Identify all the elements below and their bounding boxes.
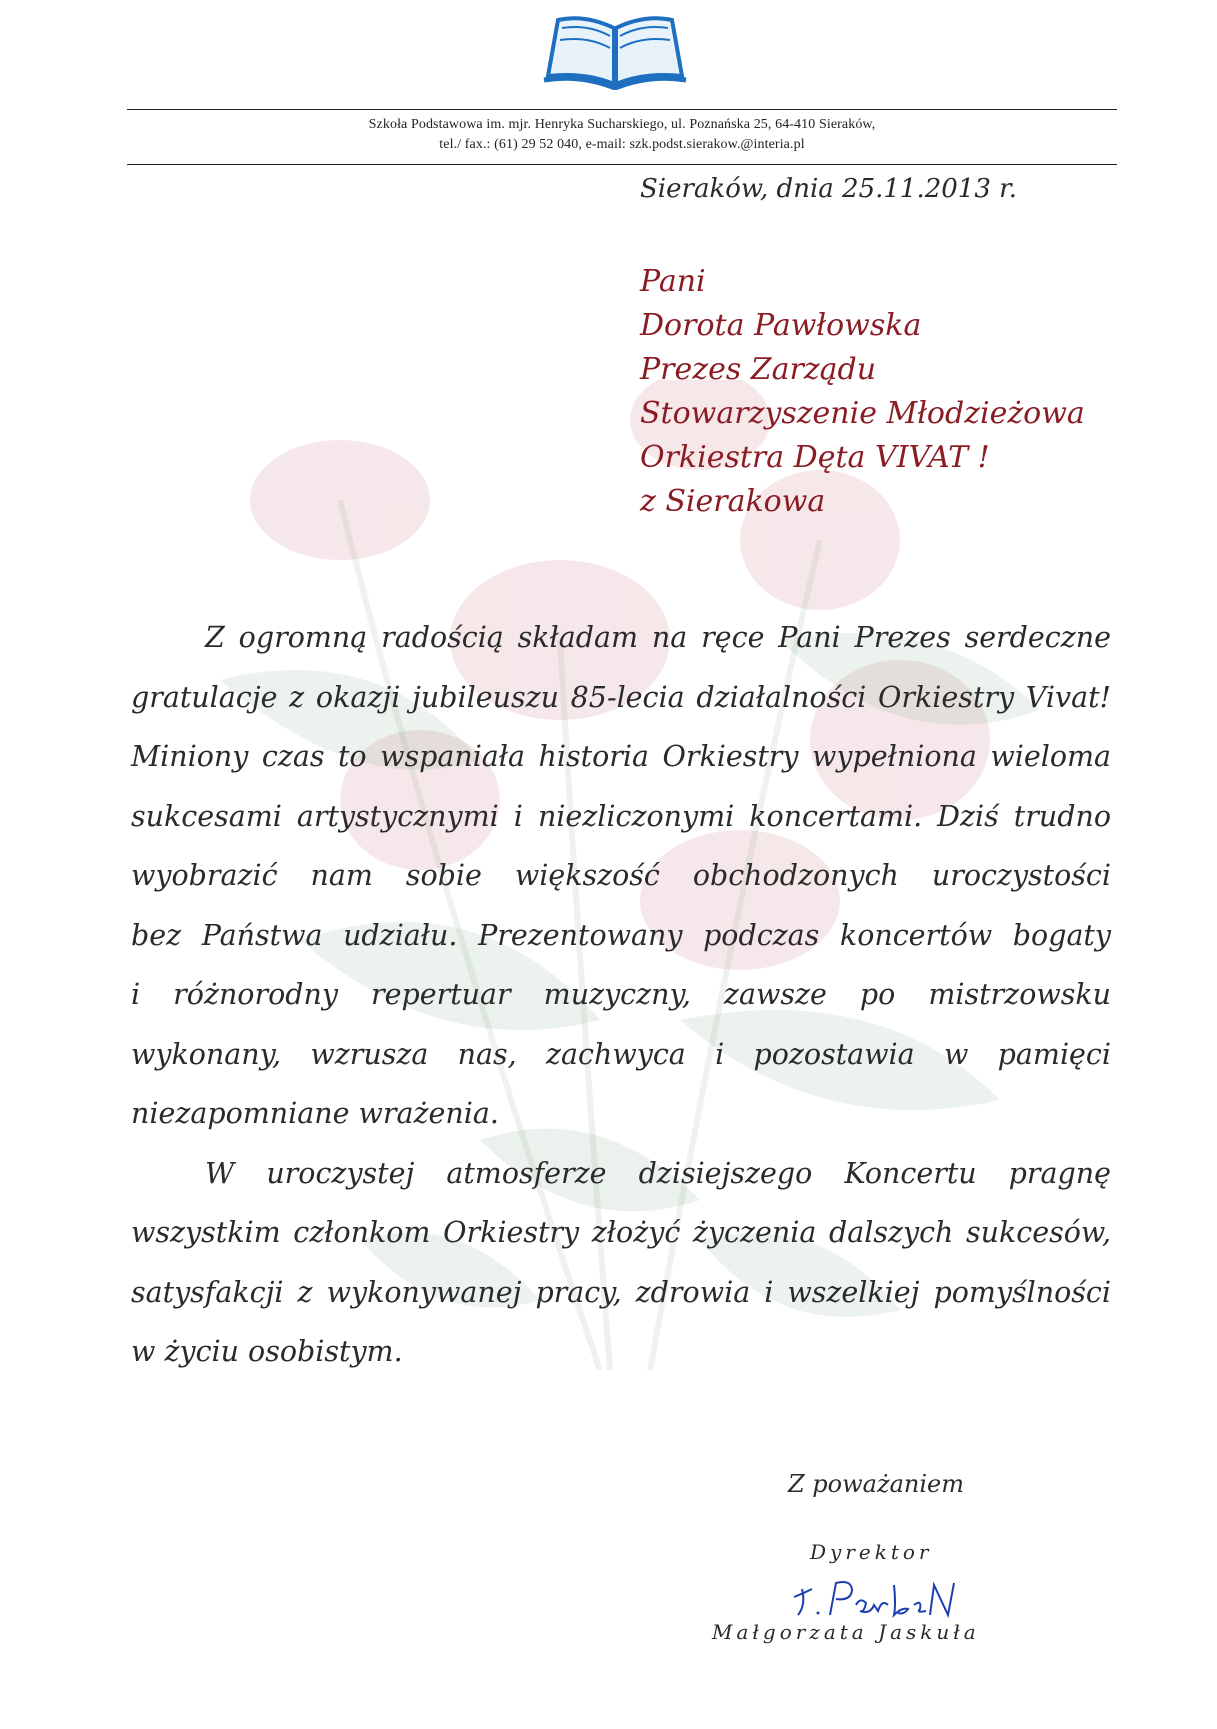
body-line: satysfakcji z wykonywanej pracy, zdrowia i wszelkiej pomyślności [131,1275,1111,1309]
addressee-line: Dorota Pawłowska [640,308,922,343]
addressee-line: z Sierakowa [640,484,826,519]
school-address: Szkoła Podstawowa im. mjr. Henryka Sucharskiego, ul. Poznańska 25, 64-410 Sieraków, [368,117,876,132]
letter-date: Sieraków, dnia 25.11.2013 r. [640,174,1017,204]
addressee-line: Orkiestra Dęta VIVAT ! [640,440,990,475]
body-line: Z ogromną radością składam na ręce Pani Prezes serdeczne [205,621,1111,654]
body-line: W uroczystej atmosferze dzisiejszego Koncertu pragnę [205,1156,1111,1190]
body-line: gratulacje z okazji jubileuszu 85-lecia działalności Orkiestry Vivat! [131,680,1111,714]
closing-salutation: Z poważaniem [788,1470,965,1498]
header-rule-top [127,109,1117,110]
letter-body [131,608,1111,1382]
signatory-name: Małgorzata Jaskuła [712,1620,980,1644]
school-contact: tel./ fax.: (61) 29 52 040, e-mail: szk.podst.sierakow.@interia.pl [439,137,805,152]
body-line: w życiu osobistym. [131,1335,403,1368]
addressee-line: Stowarzyszenie Młodzieżowa [640,396,1085,431]
body-line: bez Państwa udziału. Prezentowany podczas koncertów bogaty [131,918,1111,952]
addressee-line: Prezes Zarządu [640,352,877,387]
body-line: Miniony czas to wspaniała historia Orkiestry wypełniona wieloma [131,740,1111,773]
body-line: wyobrazić nam sobie większość obchodzonych uroczystości [131,859,1111,892]
addressee-block [640,260,1085,524]
body-line: sukcesami artystycznymi i niezliczonymi koncertami. Dziś trudno [131,799,1111,833]
addressee-line: Pani [640,264,706,299]
signatory-title: Dyrektor [810,1540,933,1564]
body-line: wykonany, wzrusza nas, zachwyca i pozostawia w pamięci [131,1037,1111,1071]
body-line: wszystkim członkom Orkiestry złożyć życzenia dalszych sukcesów, [131,1216,1111,1249]
body-line: i różnorodny repertuar muzyczny, zawsze po mistrzowsku [131,978,1111,1011]
handwritten-signature [790,1575,970,1625]
header-rule-bottom [127,164,1117,165]
body-line: niezapomniane wrażenia. [131,1097,499,1130]
open-book-logo-icon [540,6,690,90]
